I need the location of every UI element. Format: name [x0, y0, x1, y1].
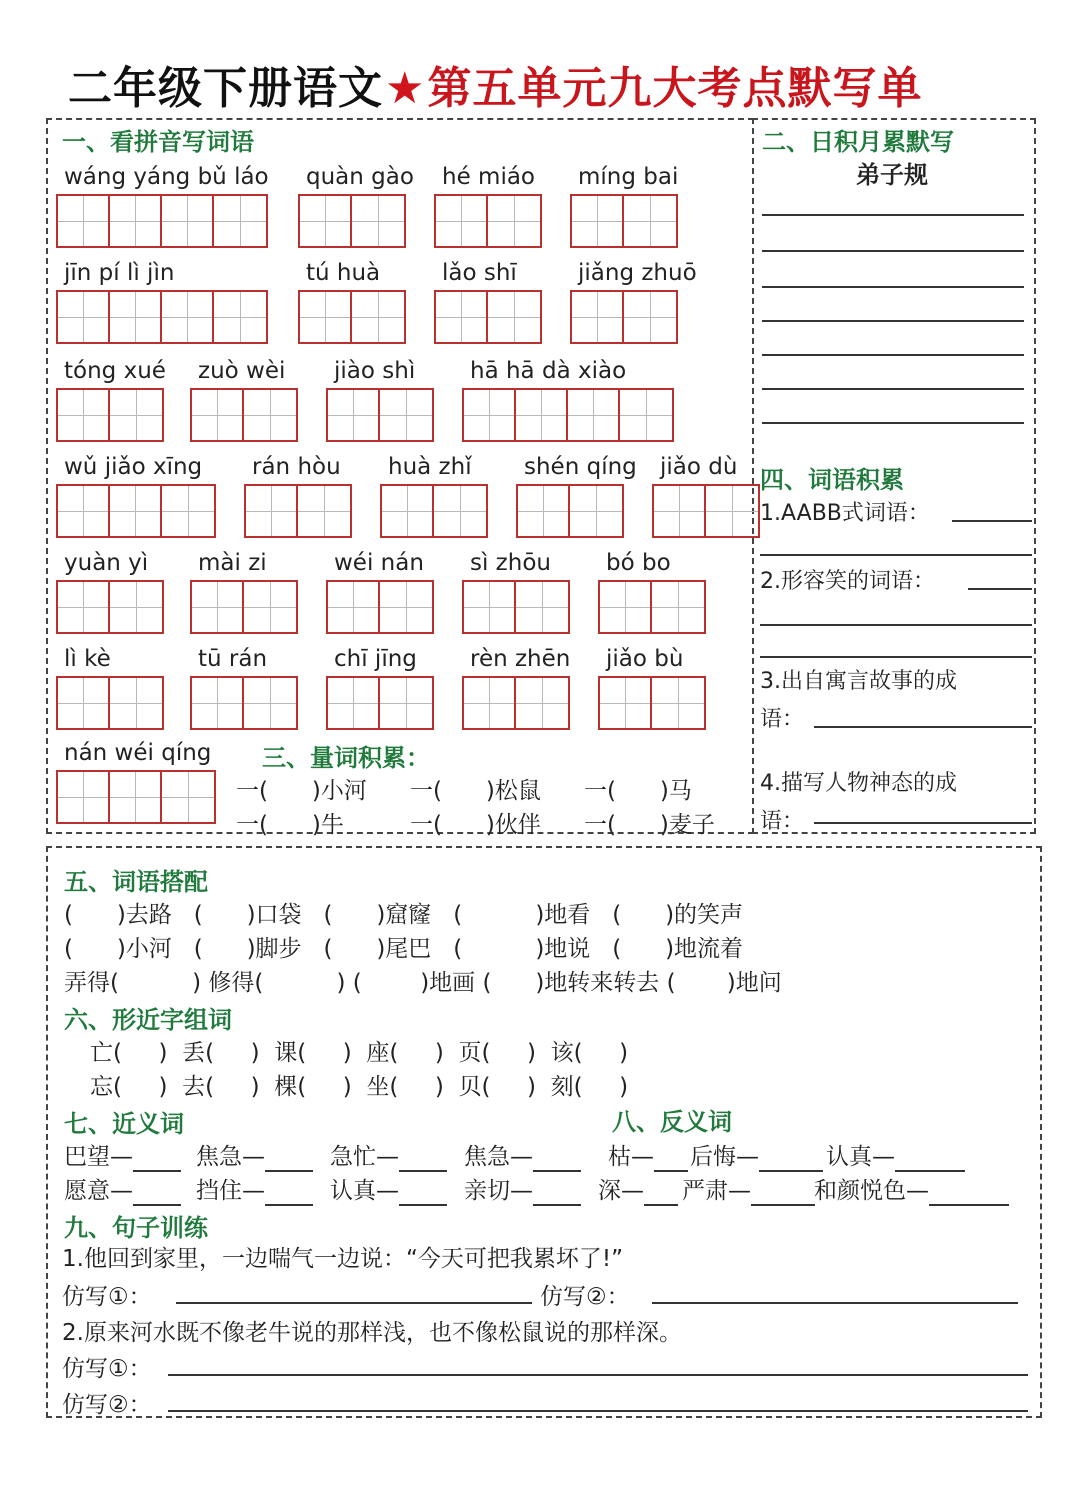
answer-line[interactable]	[762, 422, 1024, 424]
antonym-item	[826, 1138, 965, 1172]
answer-line[interactable]	[814, 726, 1032, 728]
answer-line[interactable]	[762, 214, 1024, 216]
antonym-blank[interactable]	[929, 1178, 1009, 1206]
antonym-word: 枯—	[608, 1144, 654, 1170]
writing-cell[interactable]	[488, 292, 540, 342]
antonym-item	[814, 1172, 1009, 1206]
writing-cell[interactable]	[600, 582, 652, 632]
writing-cell[interactable]	[464, 582, 516, 632]
q1-imitate-1-label: 仿写①：	[62, 1284, 152, 1310]
synonym-blank[interactable]	[133, 1144, 181, 1172]
synonym-blank[interactable]	[399, 1178, 447, 1206]
section7-heading: 七、近义词	[64, 1110, 184, 1138]
writing-cell[interactable]	[570, 486, 622, 536]
writing-cell[interactable]	[620, 390, 672, 440]
antonym-item	[608, 1138, 688, 1172]
writing-grid[interactable]	[462, 388, 674, 442]
antonym-item	[682, 1172, 815, 1206]
answer-line[interactable]	[762, 354, 1024, 356]
writing-cell[interactable]	[162, 196, 214, 246]
q3-fable: 3.出自寓言故事的成	[760, 669, 957, 694]
synonym-blank[interactable]	[133, 1178, 181, 1206]
writing-cell[interactable]	[58, 582, 110, 632]
pinyin-label: wǔ jiǎo xīng	[64, 454, 203, 480]
writing-grid[interactable]	[190, 388, 298, 442]
answer-line[interactable]	[968, 588, 1032, 590]
measure-item: 一( )麦子	[584, 812, 715, 838]
collocation-line-3: 弄得( ) 修得( ) ( )地画 ( )地转来转去 ( )地问	[64, 970, 782, 996]
pinyin-label: huà zhǐ	[388, 454, 472, 480]
antonym-blank[interactable]	[751, 1178, 815, 1206]
pinyin-label: tóng xué	[64, 358, 166, 384]
writing-grid[interactable]	[380, 484, 488, 538]
q1-aabb: 1.AABB式词语：	[760, 501, 930, 526]
antonym-blank[interactable]	[895, 1144, 965, 1172]
writing-cell[interactable]	[380, 582, 432, 632]
writing-grid[interactable]	[56, 290, 268, 344]
writing-grid[interactable]	[462, 676, 570, 730]
q2-laugh: 2.形容笑的词语：	[760, 569, 935, 594]
writing-cell[interactable]	[380, 390, 432, 440]
antonym-word: 严肃—	[682, 1178, 751, 1204]
writing-grid[interactable]	[56, 770, 216, 824]
writing-cell[interactable]	[246, 486, 298, 536]
writing-cell[interactable]	[352, 292, 404, 342]
synonym-item	[64, 1138, 181, 1172]
synonym-item	[64, 1172, 181, 1206]
writing-cell[interactable]	[488, 196, 540, 246]
writing-grid[interactable]	[570, 194, 678, 248]
pinyin-label: chī jīng	[334, 646, 417, 672]
writing-cell[interactable]	[572, 292, 624, 342]
measure-item: 一( )马	[584, 778, 692, 804]
writing-grid[interactable]	[326, 676, 434, 730]
writing-grid[interactable]	[434, 194, 542, 248]
writing-cell[interactable]	[464, 390, 516, 440]
synonym-word: 巴望—	[64, 1144, 133, 1170]
writing-cell[interactable]	[572, 196, 624, 246]
writing-grid[interactable]	[56, 388, 164, 442]
synonym-item	[196, 1172, 313, 1206]
writing-cell[interactable]	[624, 196, 676, 246]
section8-heading: 八、反义词	[612, 1108, 732, 1136]
writing-grid[interactable]	[244, 484, 352, 538]
measure-item: 一( )松鼠	[410, 778, 541, 804]
synonym-word: 亲切—	[464, 1178, 533, 1204]
writing-cell[interactable]	[382, 486, 434, 536]
answer-line[interactable]	[762, 286, 1024, 288]
pinyin-label: wéi nán	[334, 550, 424, 576]
pinyin-label: lì kè	[64, 646, 111, 672]
synonym-word: 愿意—	[64, 1178, 133, 1204]
antonym-word: 深—	[598, 1178, 644, 1204]
pinyin-label: hā hā dà xiào	[470, 358, 627, 384]
q4-expression: 4.描写人物神态的成	[760, 771, 957, 796]
writing-cell[interactable]	[162, 292, 214, 342]
answer-line[interactable]	[814, 822, 1032, 824]
pinyin-label: míng bai	[578, 164, 679, 190]
section4-heading: 四、词语积累	[760, 466, 904, 494]
writing-cell[interactable]	[464, 678, 516, 728]
q1-imitate-2-label: 仿写②：	[540, 1284, 630, 1310]
pinyin-label: bó bo	[606, 550, 671, 576]
answer-line[interactable]	[952, 520, 1032, 522]
writing-cell[interactable]	[568, 390, 620, 440]
answer-line[interactable]	[760, 624, 1032, 626]
title-unit: 第五单元九大考点默写单	[427, 63, 923, 114]
writing-cell[interactable]	[110, 772, 162, 822]
pinyin-label: jiào shì	[334, 358, 416, 384]
antonym-word: 认真—	[826, 1144, 895, 1170]
writing-grid[interactable]	[434, 290, 542, 344]
section6-heading: 六、形近字组词	[64, 1006, 232, 1034]
pinyin-label: nán wéi qíng	[64, 740, 212, 766]
writing-cell[interactable]	[58, 390, 110, 440]
writing-cell[interactable]	[58, 292, 110, 342]
antonym-blank[interactable]	[759, 1144, 823, 1172]
pinyin-label: jīn pí lì jìn	[64, 260, 175, 286]
writing-grid[interactable]	[326, 580, 434, 634]
synonym-item	[464, 1172, 581, 1206]
sentence-q2: 2.原来河水既不像老牛说的那样浅，也不像松鼠说的那样深。	[62, 1320, 682, 1346]
star-icon: ★	[385, 63, 426, 114]
writing-cell[interactable]	[380, 678, 432, 728]
pinyin-label: yuàn yì	[64, 550, 149, 576]
writing-grid[interactable]	[298, 194, 406, 248]
measure-item: 一( )牛	[236, 812, 344, 838]
writing-grid[interactable]	[56, 484, 216, 538]
synonym-item	[196, 1138, 313, 1172]
writing-cell[interactable]	[110, 582, 162, 632]
writing-cell[interactable]	[214, 196, 266, 246]
section1-heading: 一、看拼音写词语	[62, 128, 254, 156]
writing-cell[interactable]	[436, 196, 488, 246]
section5-heading: 五、词语搭配	[64, 868, 208, 896]
writing-cell[interactable]	[58, 678, 110, 728]
writing-cell[interactable]	[706, 486, 758, 536]
synonym-word: 急忙—	[330, 1144, 399, 1170]
writing-cell[interactable]	[110, 390, 162, 440]
antonym-item	[598, 1172, 678, 1206]
writing-cell[interactable]	[244, 582, 296, 632]
q3-fable-cont: 语：	[760, 707, 805, 732]
writing-cell[interactable]	[110, 678, 162, 728]
pinyin-label: sì zhōu	[470, 550, 551, 576]
writing-cell[interactable]	[600, 678, 652, 728]
writing-cell[interactable]	[214, 292, 266, 342]
pinyin-label: jiǎo dù	[660, 454, 738, 480]
writing-grid[interactable]	[298, 290, 406, 344]
writing-cell[interactable]	[244, 390, 296, 440]
writing-cell[interactable]	[58, 196, 110, 246]
writing-cell[interactable]	[110, 486, 162, 536]
answer-line[interactable]	[760, 656, 1032, 658]
writing-cell[interactable]	[58, 486, 110, 536]
writing-grid[interactable]	[56, 194, 268, 248]
writing-cell[interactable]	[300, 292, 352, 342]
imitate-answer-line[interactable]	[168, 1410, 1028, 1412]
writing-cell[interactable]	[110, 196, 162, 246]
title-grade: 二年级下册语文	[68, 63, 383, 114]
synonym-word: 挡住—	[196, 1178, 265, 1204]
dizigui-subtitle: 弟子规	[856, 161, 928, 189]
pinyin-label: shén qíng	[524, 454, 637, 480]
antonym-blank[interactable]	[644, 1178, 678, 1206]
synonym-item	[330, 1172, 447, 1206]
writing-grid[interactable]	[652, 484, 760, 538]
writing-cell[interactable]	[328, 678, 380, 728]
pinyin-label: lǎo shī	[442, 260, 517, 286]
antonym-blank[interactable]	[654, 1144, 688, 1172]
answer-line[interactable]	[762, 250, 1024, 252]
writing-cell[interactable]	[624, 292, 676, 342]
writing-cell[interactable]	[58, 772, 110, 822]
writing-grid[interactable]	[570, 290, 678, 344]
writing-cell[interactable]	[352, 196, 404, 246]
pinyin-label: zuò wèi	[198, 358, 286, 384]
writing-grid[interactable]	[190, 676, 298, 730]
writing-cell[interactable]	[516, 582, 568, 632]
pinyin-label: tú huà	[306, 260, 381, 286]
answer-line[interactable]	[762, 388, 1024, 390]
synonym-blank[interactable]	[533, 1144, 581, 1172]
writing-cell[interactable]	[328, 390, 380, 440]
writing-cell[interactable]	[652, 582, 704, 632]
synonym-blank[interactable]	[399, 1144, 447, 1172]
measure-item: 一( )小河	[236, 778, 367, 804]
imitate-answer-line[interactable]	[176, 1302, 532, 1304]
pinyin-label: quàn gào	[306, 164, 414, 190]
synonym-blank[interactable]	[265, 1144, 313, 1172]
pinyin-label: jiǎng zhuō	[578, 260, 697, 286]
section9-heading: 九、句子训练	[64, 1214, 208, 1242]
synonym-item	[464, 1138, 581, 1172]
writing-cell[interactable]	[192, 678, 244, 728]
synonym-word: 认真—	[330, 1178, 399, 1204]
writing-grid[interactable]	[516, 484, 624, 538]
page-title	[68, 52, 922, 116]
writing-grid[interactable]	[598, 676, 706, 730]
writing-cell[interactable]	[298, 486, 350, 536]
pinyin-label: rèn zhēn	[470, 646, 571, 672]
similar-chars-line-1: 亡( ) 丢( ) 课( ) 座( ) 页( ) 该( )	[90, 1040, 629, 1066]
section3-heading: 三、量词积累：	[262, 744, 430, 772]
writing-grid[interactable]	[326, 388, 434, 442]
q4-expression-cont: 语：	[760, 809, 805, 834]
writing-cell[interactable]	[434, 486, 486, 536]
answer-line[interactable]	[760, 554, 1032, 556]
writing-cell[interactable]	[192, 582, 244, 632]
similar-chars-line-2: 忘( ) 去( ) 棵( ) 坐( ) 贝( ) 刻( )	[90, 1074, 629, 1100]
writing-cell[interactable]	[654, 486, 706, 536]
writing-grid[interactable]	[56, 580, 164, 634]
writing-cell[interactable]	[328, 582, 380, 632]
pinyin-label: wáng yáng bǔ láo	[64, 164, 269, 190]
writing-cell[interactable]	[516, 390, 568, 440]
writing-grid[interactable]	[598, 580, 706, 634]
synonym-word: 焦急—	[196, 1144, 265, 1170]
pinyin-label: mài zi	[198, 550, 267, 576]
writing-cell[interactable]	[516, 678, 568, 728]
writing-cell[interactable]	[300, 196, 352, 246]
synonym-item	[330, 1138, 447, 1172]
collocation-line-1: ( )去路 ( )口袋 ( )窟窿 ( )地看 ( )的笑声	[64, 902, 744, 928]
writing-cell[interactable]	[162, 486, 214, 536]
writing-cell[interactable]	[518, 486, 570, 536]
writing-cell[interactable]	[162, 772, 214, 822]
answer-line[interactable]	[762, 320, 1024, 322]
pinyin-label: hé miáo	[442, 164, 535, 190]
pinyin-label: jiǎo bù	[606, 646, 684, 672]
writing-cell[interactable]	[436, 292, 488, 342]
antonym-word: 和颜悦色—	[814, 1178, 929, 1204]
antonym-word: 后悔—	[690, 1144, 759, 1170]
writing-cell[interactable]	[652, 678, 704, 728]
writing-cell[interactable]	[244, 678, 296, 728]
synonym-word: 焦急—	[464, 1144, 533, 1170]
antonym-item	[690, 1138, 823, 1172]
writing-cell[interactable]	[110, 292, 162, 342]
writing-grid[interactable]	[190, 580, 298, 634]
pinyin-label: tū rán	[198, 646, 268, 672]
measure-item: 一( )伙伴	[410, 812, 541, 838]
writing-cell[interactable]	[192, 390, 244, 440]
collocation-line-2: ( )小河 ( )脚步 ( )尾巴 ( )地说 ( )地流着	[64, 936, 744, 962]
sentence-q1: 1.他回到家里，一边喘气一边说：“今天可把我累坏了!”	[62, 1246, 623, 1272]
imitate-answer-line[interactable]	[652, 1302, 1018, 1304]
q2-imitate-1-label: 仿写①：	[62, 1356, 152, 1382]
synonym-blank[interactable]	[533, 1178, 581, 1206]
synonym-blank[interactable]	[265, 1178, 313, 1206]
imitate-answer-line[interactable]	[168, 1374, 1028, 1376]
section2-heading: 二、日积月累默写	[762, 128, 954, 156]
q2-imitate-2-label: 仿写②：	[62, 1392, 152, 1418]
writing-grid[interactable]	[462, 580, 570, 634]
writing-grid[interactable]	[56, 676, 164, 730]
pinyin-label: rán hòu	[252, 454, 341, 480]
